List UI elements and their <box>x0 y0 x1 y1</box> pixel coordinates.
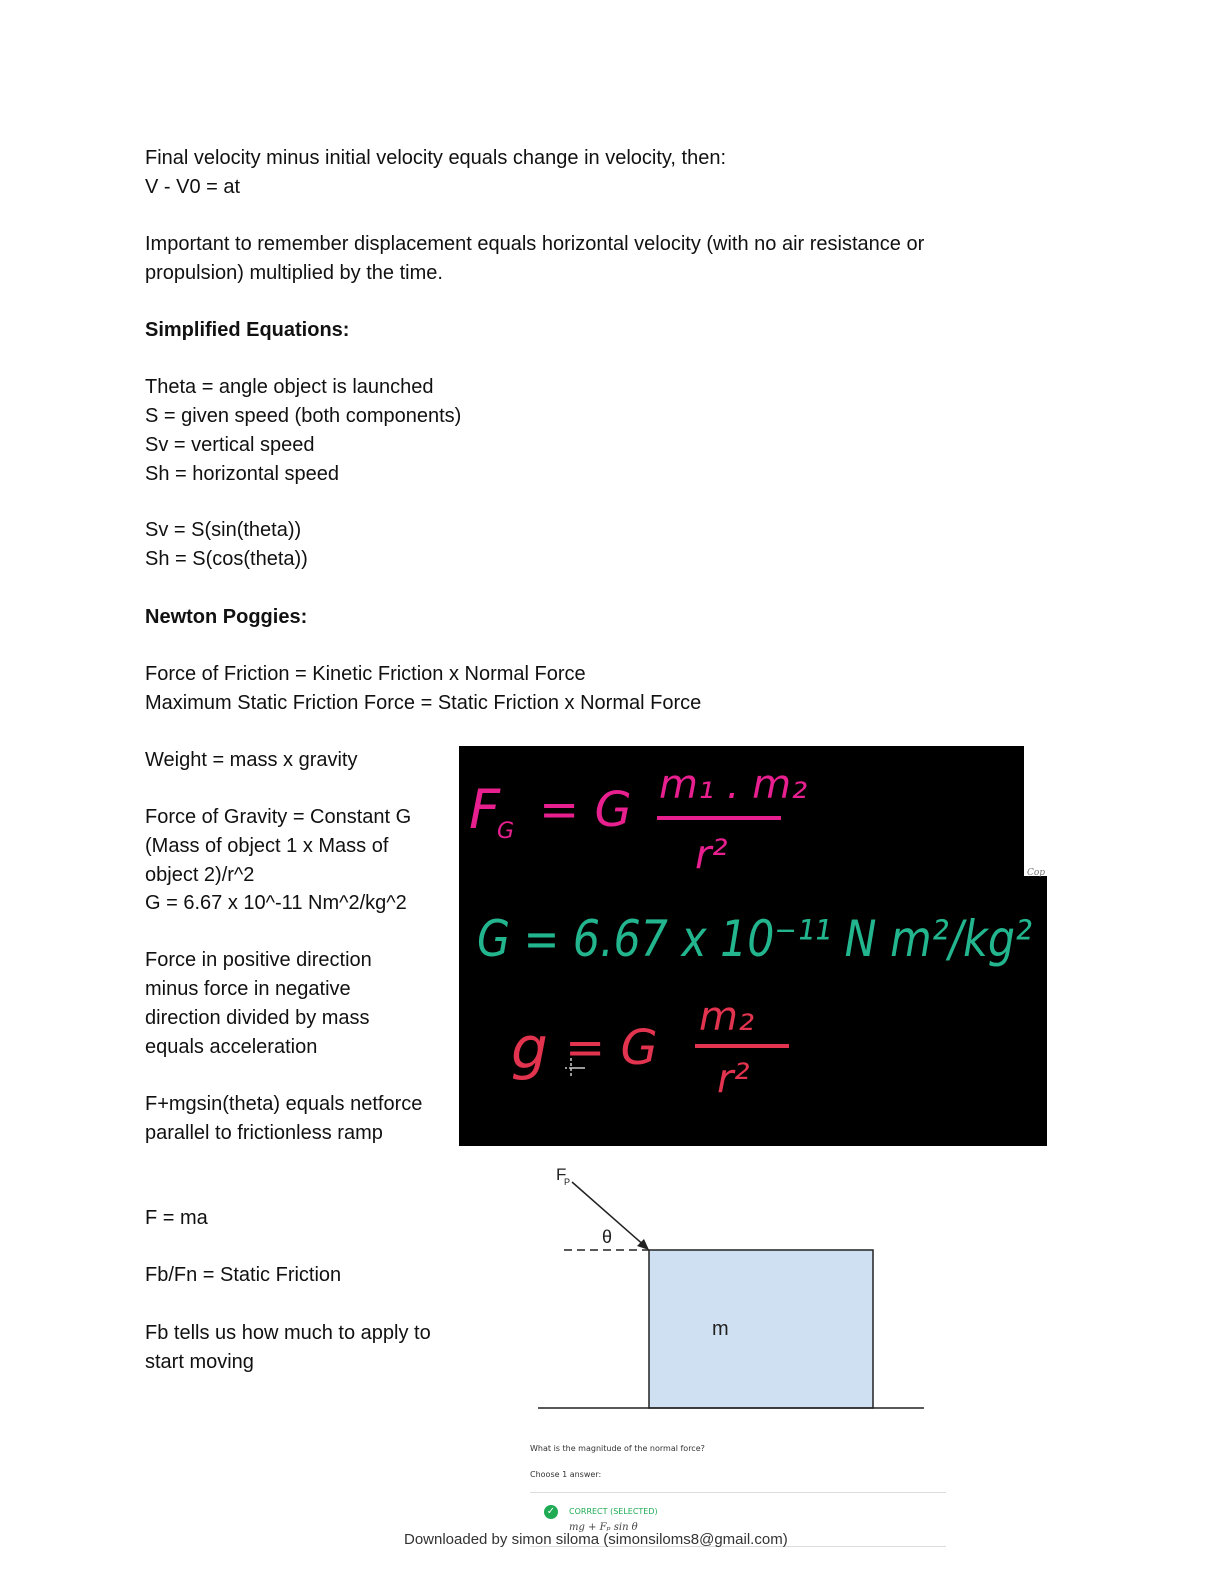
quiz-answer: mg + Fₚ sin θ <box>569 1522 638 1533</box>
eq1-lhs-subscript: G <box>497 819 515 844</box>
eq2-gravitational-constant: G = 6.67 x 10⁻¹¹ N m²/kg² <box>477 910 1032 968</box>
text-line: propulsion) multiplied by the time. <box>145 262 443 284</box>
eq1-equals: = G <box>539 782 632 838</box>
quiz-divider <box>530 1492 946 1493</box>
applied-force-diagram <box>530 1160 930 1420</box>
text-line: Sh = S(cos(theta)) <box>145 548 308 570</box>
image-watermark: Cop <box>1027 868 1046 878</box>
text-line: Force of Friction = Kinetic Friction x Normal Force <box>145 663 586 685</box>
text-paragraph: Weight = mass x gravity <box>145 749 358 771</box>
eq3-denominator: r² <box>717 1056 750 1102</box>
checkmark-icon: ✓ <box>544 1505 558 1519</box>
text-paragraph: Fb/Fn = Static Friction <box>145 1264 342 1286</box>
text-line: Sv = S(sin(theta)) <box>145 519 302 541</box>
text-paragraph: F = ma <box>145 1207 208 1229</box>
eq1-lhs: F <box>469 778 501 841</box>
image-corner <box>1024 746 1054 876</box>
text-line: Theta = angle object is launched <box>145 376 434 398</box>
mass-block <box>649 1250 873 1408</box>
quiz-choose-label: Choose 1 answer: <box>530 1470 602 1479</box>
force-label: F <box>556 1165 567 1184</box>
text-line: Maximum Static Friction Force = Static Friction x Normal Force <box>145 692 702 714</box>
eq1-denominator: r² <box>695 832 728 878</box>
gravity-equations-image <box>459 746 1047 1146</box>
section-heading: Newton Poggies: <box>145 606 308 628</box>
text-line: S = given speed (both components) <box>145 405 462 427</box>
text-line: Sh = horizontal speed <box>145 463 340 485</box>
quiz-status: CORRECT (SELECTED) <box>569 1507 658 1516</box>
text-line: Final velocity minus initial velocity equals change in velocity, then: <box>145 147 727 169</box>
text-paragraph: G = 6.67 x 10^-11 Nm^2/kg^2 <box>145 892 407 914</box>
download-footer: Downloaded by simon siloma (simonsiloms8@gmail.com) <box>404 1531 788 1548</box>
eq1-numerator: m₁ . m₂ <box>659 762 808 808</box>
force-subscript: P <box>564 1177 571 1187</box>
text-paragraph: Force of Gravity = Constant G (Mass of object 1 x Mass of object 2)/r^2 <box>145 806 412 886</box>
text-line: Sv = vertical speed <box>145 434 315 456</box>
text-line: Important to remember displacement equals horizontal velocity (with no air resistance or <box>145 233 925 255</box>
text-paragraph: F+mgsin(theta) equals netforce parallel to frictionless ramp <box>145 1093 423 1144</box>
text-line: V - V0 = at <box>145 176 241 198</box>
eq3-lhs: g <box>511 1014 548 1082</box>
mass-label: m <box>712 1318 729 1340</box>
text-paragraph: Fb tells us how much to apply to start moving <box>145 1322 431 1373</box>
quiz-question: What is the magnitude of the normal force? <box>530 1444 705 1453</box>
section-heading: Simplified Equations: <box>145 319 350 341</box>
eq3-numerator: m₂ <box>699 994 754 1040</box>
eq3-equals: = G <box>565 1020 658 1076</box>
text-paragraph: Force in positive direction minus force in negative direction divided by mass equals acceleration <box>145 949 372 1058</box>
angle-label: θ <box>602 1227 613 1247</box>
